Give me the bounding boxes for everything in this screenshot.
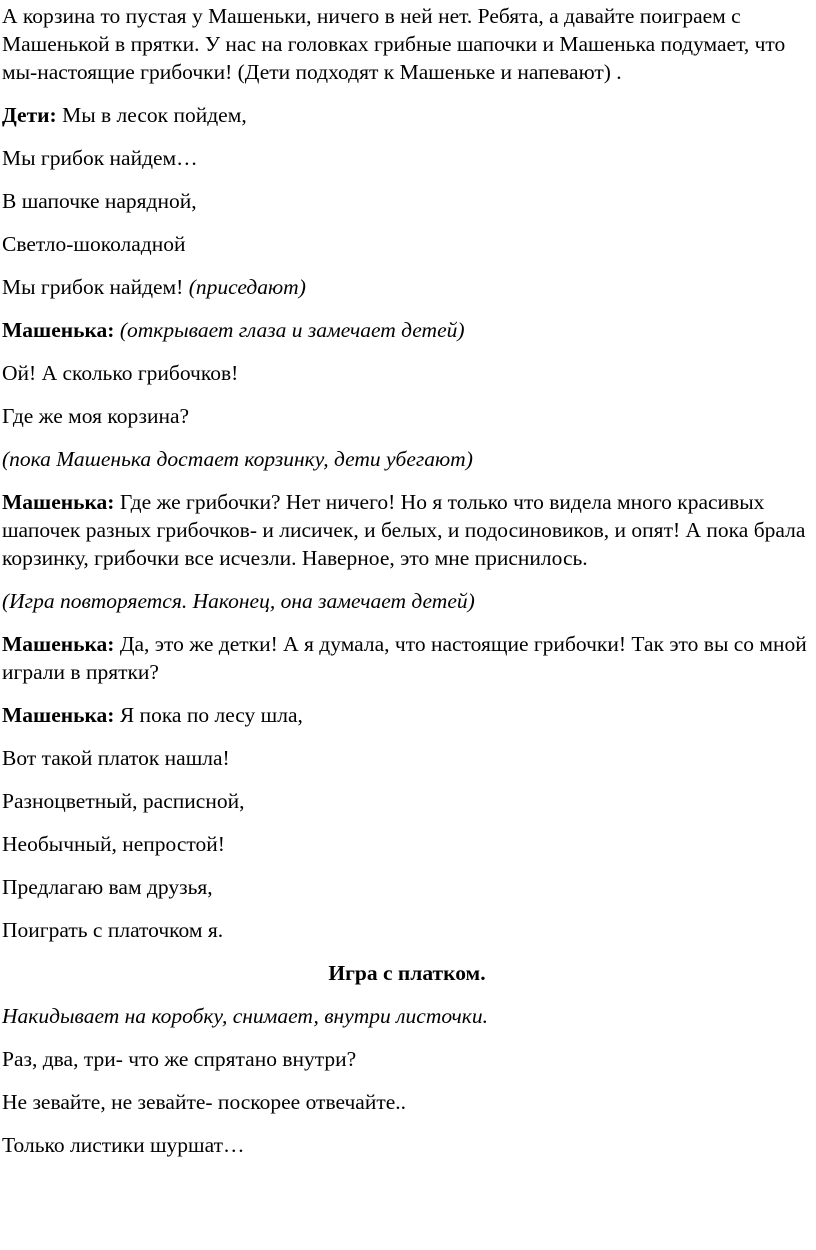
line-text: Да, это же детки! А я думала, что настоящие грибочки! Так это вы со мной играли в прятки? <box>2 632 807 684</box>
verse-line <box>2 187 812 215</box>
line-text: Мы в лесок пойдем, <box>56 103 247 127</box>
mashenka-line <box>2 488 812 572</box>
mashenka-line <box>2 701 812 729</box>
verse-line <box>2 744 812 772</box>
line-text: Светло-шоколадной <box>2 232 186 256</box>
children-line <box>2 101 812 129</box>
line-text: Раз, два, три- что же спрятано внутри? <box>2 1047 357 1071</box>
verse-line <box>2 1045 812 1073</box>
stage-direction-line <box>2 1002 812 1030</box>
line-text: Поиграть с платочком я. <box>2 918 224 942</box>
stage-direction: (пока Машенька достает корзинку, дети убегают) <box>2 447 473 471</box>
stage-direction: (Игра повторяется. Наконец, она замечает детей) <box>2 589 475 613</box>
section-heading <box>2 959 812 987</box>
speaker-label: Дети: <box>2 103 57 127</box>
mashenka-line <box>2 316 812 344</box>
verse-line <box>2 273 812 301</box>
verse-line <box>2 916 812 944</box>
stage-direction: Накидывает на коробку, снимает, внутри листочки. <box>2 1004 488 1028</box>
speaker-label: Машенька: <box>2 318 115 342</box>
verse-line <box>2 230 812 258</box>
verse-line <box>2 144 812 172</box>
mashenka-line <box>2 630 812 686</box>
verse-line <box>2 359 812 387</box>
speaker-label: Машенька: <box>2 703 115 727</box>
stage-direction-line <box>2 445 812 473</box>
line-text: Мы грибок найдем… <box>2 146 198 170</box>
verse-line <box>2 830 812 858</box>
verse-line <box>2 1131 812 1159</box>
stage-direction: (приседают) <box>188 275 306 299</box>
verse-line <box>2 873 812 901</box>
line-text: Только листики шуршат… <box>2 1133 245 1157</box>
line-text: В шапочке нарядной, <box>2 189 197 213</box>
paragraph-text: А корзина то пустая у Машеньки, ничего в ней нет. Ребята, а давайте поиграем с Машенькой в прятки. У нас на головках грибные шапочки и Машенька подумает, что мы-настоящие грибочки! (Дети подходят к Машеньке и напевают) . <box>2 4 786 84</box>
line-text: Предлагаю вам друзья, <box>2 875 213 899</box>
line-text: Разноцветный, расписной, <box>2 789 245 813</box>
verse-line <box>2 402 812 430</box>
stage-direction-line <box>2 587 812 615</box>
line-text: Мы грибок найдем! <box>2 275 189 299</box>
narration-paragraph <box>2 2 812 86</box>
document-page <box>2 2 812 1174</box>
line-text: Я пока по лесу шла, <box>114 703 303 727</box>
line-text: Необычный, непростой! <box>2 832 225 856</box>
heading-text: Игра с платком. <box>328 961 486 985</box>
verse-line <box>2 787 812 815</box>
speaker-label: Машенька: <box>2 632 115 656</box>
line-text: Вот такой платок нашла! <box>2 746 230 770</box>
speaker-label: Машенька: <box>2 490 115 514</box>
line-text: Где же грибочки? Нет ничего! Но я только что видела много красивых шапочек разных грибочков- и лисичек, и белых, и подосиновиков, и опят! А пока брала корзинку, грибочки все исчезли. Наверное, это мне приснилось. <box>2 490 806 570</box>
line-text: Где же моя корзина? <box>2 404 190 428</box>
line-text: Ой! А сколько грибочков! <box>2 361 239 385</box>
stage-direction: (открывает глаза и замечает детей) <box>114 318 465 342</box>
line-text: Не зевайте, не зевайте- поскорее отвечайте.. <box>2 1090 407 1114</box>
verse-line <box>2 1088 812 1116</box>
